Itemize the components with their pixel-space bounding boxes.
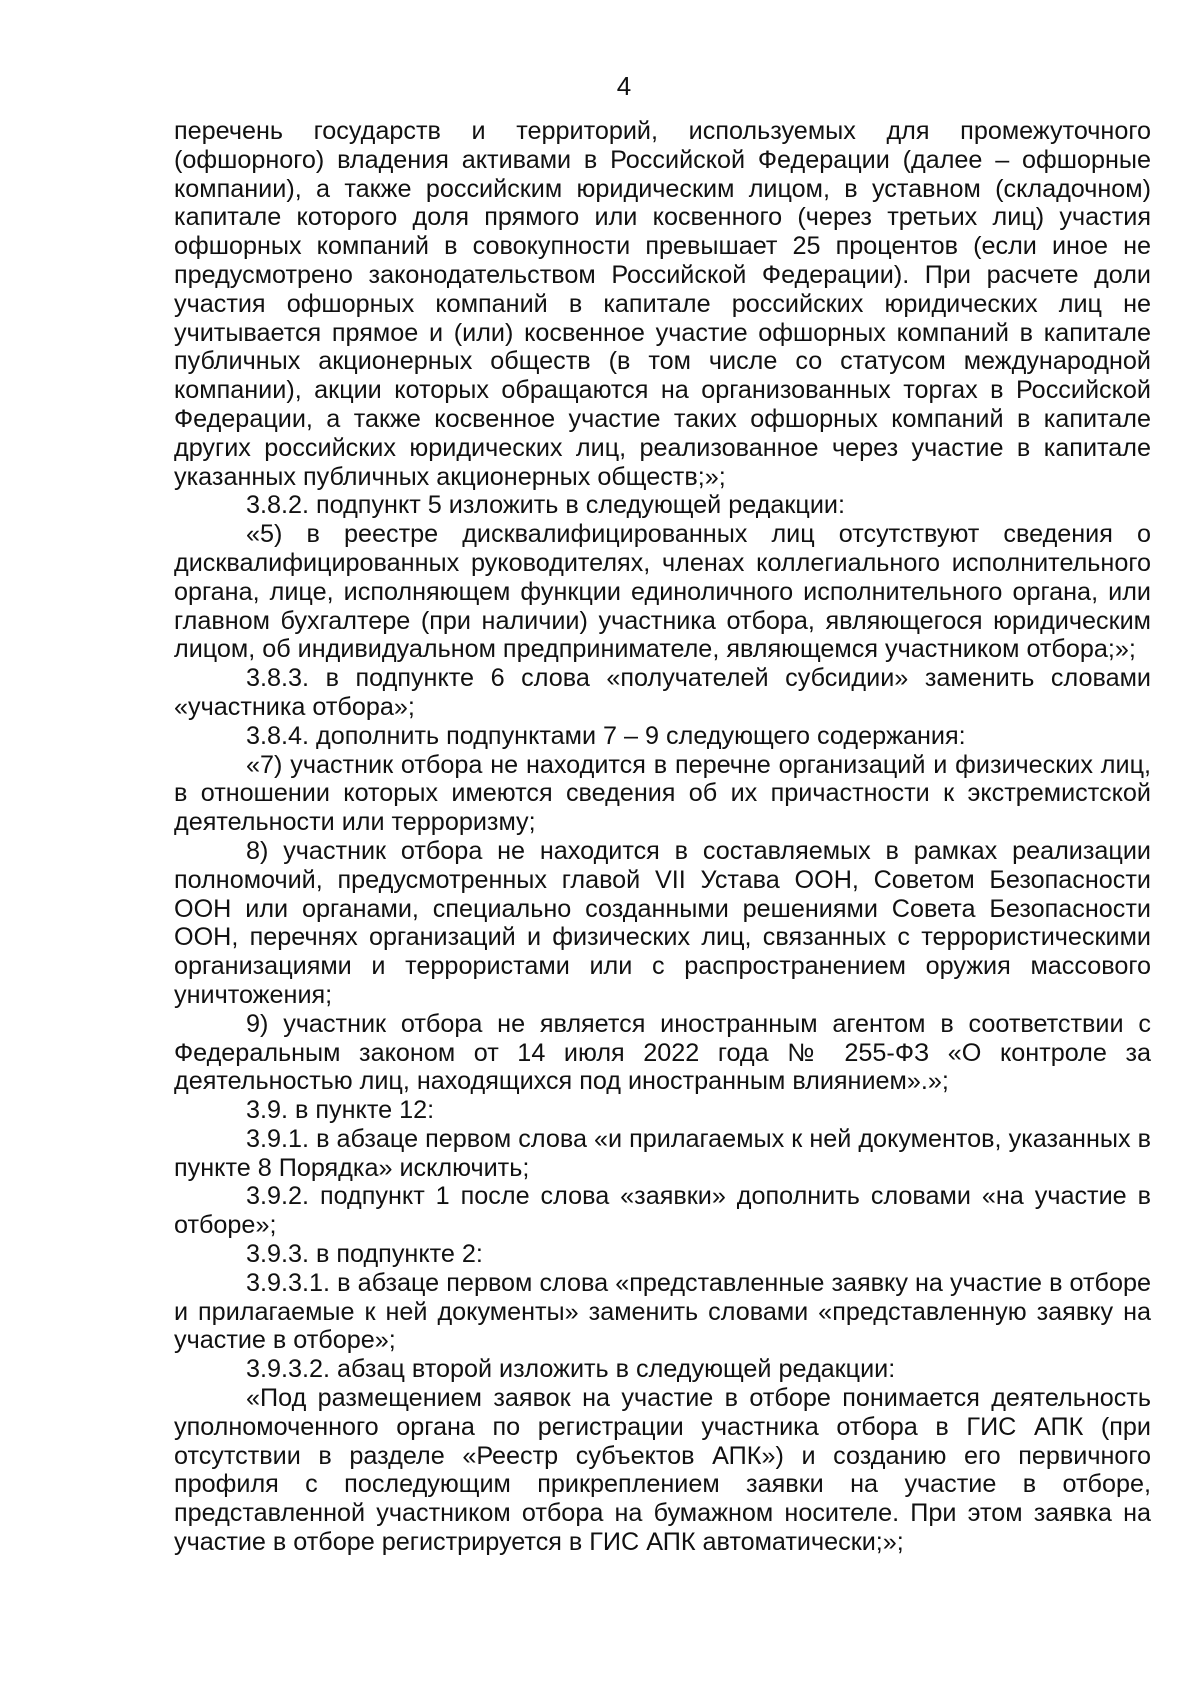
paragraph-subitem-8: 8) участник отбора не находится в составляемых в рамках реализации полномочий, предусмотренных главой VII Устава ООН, Советом Безопасности ООН или органами, специально созданными решениями Совета Безопасности ООН, перечнях организаций и физических лиц, связанных с террористическими организациями и террористами или с распространением оружия массового уничтожения; [174, 836, 1151, 1009]
paragraph-subitem-5: «5) в реестре дисквалифицированных лиц отсутствуют сведения о дисквалифицированных руководителях, членах коллегиального исполнительного органа, лице, исполняющем функции единоличного исполнительного органа, или главном бухгалтере (при наличии) участника отбора, являющегося юридическим лицом, об индивидуальном предпринимателе, являющемся участником отбора;»; [174, 520, 1151, 664]
paragraph-3-9-3: 3.9.3. в подпункте 2: [246, 1240, 483, 1269]
paragraph-offshore-continuation: перечень государств и территорий, используемых для промежуточного (офшорного) владения активами в Российской Федерации (далее – офшорные компании), а также российским юридическим лицом, в уставном (складочном) капитале которого доля прямого или косвенного (через третьих лиц) участия офшорных компаний в совокупности превышает 25 процентов (если иное не предусмотрено законодательством Российской Федерации). При расчете доли участия офшорных компаний в капитале российских юридических лиц не учитывается прямое и (или) косвенное участие офшорных компаний в капитале публичных акционерных обществ (в том числе со статусом международной компании), акции которых обращаются на организованных торгах в Российской Федерации, а также косвенное участие таких офшорных компаний в капитале других российских юридических лиц, реализованное через участие в капитале указанных публичных акционерных обществ;»; [174, 117, 1151, 491]
paragraph-3-8-4: 3.8.4. дополнить подпунктами 7 – 9 следующего содержания: [246, 721, 966, 750]
paragraph-subitem-9: 9) участник отбора не является иностранным агентом в соответствии с Федеральным законом от 14 июля 2022 года № 255-ФЗ «О контроле за деятельностью лиц, находящихся под иностранным влиянием».»; [174, 1009, 1151, 1096]
paragraph-3-8-3: 3.8.3. в подпункте 6 слова «получателей субсидии» заменить словами «участника отбора»; [174, 664, 1151, 721]
paragraph-placement-definition: «Под размещением заявок на участие в отборе понимается деятельность уполномоченного органа по регистрации участника отбора в ГИС АПК (при отсутствии в разделе «Реестр субъектов АПК») и созданию его первичного профиля с последующим прикреплением заявки на участие в отборе, представленной участником отбора на бумажном носителе. При этом заявка на участие в отборе регистрируется в ГИС АПК автоматически;»; [174, 1384, 1151, 1557]
paragraph-subitem-7: «7) участник отбора не находится в перечне организаций и физических лиц, в отношении которых имеются сведения об их причастности к экстремистской деятельности или терроризму; [174, 750, 1151, 837]
paragraph-3-9-1: 3.9.1. в абзаце первом слова «и прилагаемых к ней документов, указанных в пункте 8 Порядка» исключить; [174, 1124, 1151, 1182]
paragraph-3-9: 3.9. в пункте 12: [246, 1096, 435, 1125]
paragraph-3-8-2: 3.8.2. подпункт 5 изложить в следующей редакции: [246, 491, 845, 520]
paragraph-3-9-3-2: 3.9.3.2. абзац второй изложить в следующей редакции: [246, 1355, 896, 1384]
paragraph-3-9-3-1: 3.9.3.1. в абзаце первом слова «представленные заявку на участие в отборе и прилагаемые к ней документы» заменить словами «представленную заявку на участие в отборе»; [174, 1268, 1151, 1355]
paragraph-3-9-2: 3.9.2. подпункт 1 после слова «заявки» дополнить словами «на участие в отборе»; [174, 1182, 1151, 1240]
document-body [174, 117, 1151, 1557]
page-number: 4 [616, 71, 632, 101]
